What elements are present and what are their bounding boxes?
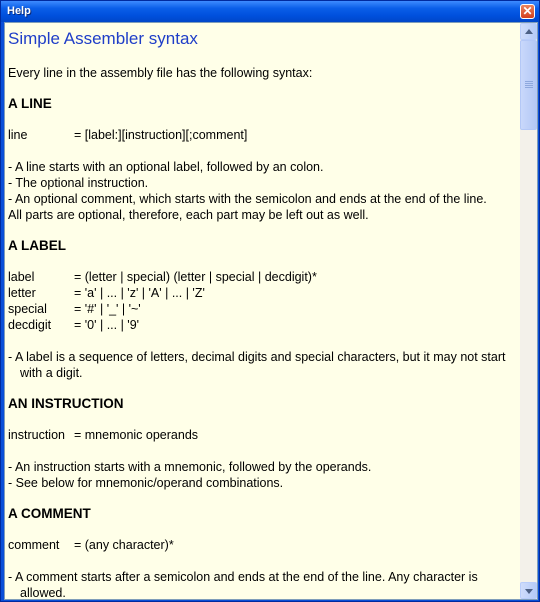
intro-text: Every line in the assembly file has the following syntax: <box>8 66 313 80</box>
comment-bullets <box>8 569 519 599</box>
def-comment: comment = (any character)* <box>8 538 174 552</box>
def-letter: letter = 'a' | ... | 'z' | 'A' | ... | 'Z' <box>8 286 205 300</box>
scroll-down-button[interactable] <box>520 582 537 599</box>
close-icon: ✕ <box>522 4 533 18</box>
line-bullets <box>8 159 519 223</box>
close-button[interactable] <box>520 4 535 19</box>
def-decdigit: decdigit = '0' | ... | '9' <box>8 318 140 332</box>
page-title: Simple Assembler syntax <box>8 29 198 48</box>
vertical-scrollbar[interactable] <box>520 23 537 599</box>
section-title-instruction: AN INSTRUCTION <box>8 396 124 411</box>
def-label: label = (letter | special) (letter | special | decdigit)* <box>8 270 317 284</box>
help-content-pane[interactable] <box>4 22 538 600</box>
help-text <box>5 23 519 599</box>
list-item: - A line starts with an optional label, followed by an colon. <box>8 160 324 174</box>
list-item: - A label is a sequence of letters, decimal digits and special characters, but it may not start with a digit. <box>8 350 506 380</box>
list-item: - See below for mnemonic/operand combinations. <box>8 476 284 490</box>
instruction-bullets <box>8 459 519 491</box>
window-title: Help <box>7 5 31 17</box>
scroll-down-arrow-icon <box>525 589 533 594</box>
def-instruction: instruction = mnemonic operands <box>8 428 199 442</box>
list-item: - The optional instruction. <box>8 176 149 190</box>
def-special: special = '#' | '_' | '~' <box>8 302 141 316</box>
section-title-label: A LABEL <box>8 238 66 253</box>
line-note: All parts are optional, therefore, each part may be left out as well. <box>8 208 369 222</box>
scroll-thumb[interactable] <box>520 40 537 130</box>
section-title-comment: A COMMENT <box>8 506 91 521</box>
list-item: - A comment starts after a semicolon and ends at the end of the line. Any character is allowed. <box>8 570 478 599</box>
list-item: - An optional comment, which starts with the semicolon and ends at the end of the line. <box>8 192 487 206</box>
section-title-line: A LINE <box>8 96 52 111</box>
list-item: - An instruction starts with a mnemonic, followed by the operands. <box>8 460 372 474</box>
title-bar[interactable] <box>1 1 539 22</box>
scroll-up-arrow-icon <box>525 29 533 34</box>
label-bullets <box>8 349 519 381</box>
def-line: line = [label:][instruction][;comment] <box>8 128 248 142</box>
scroll-up-button[interactable] <box>520 23 537 40</box>
